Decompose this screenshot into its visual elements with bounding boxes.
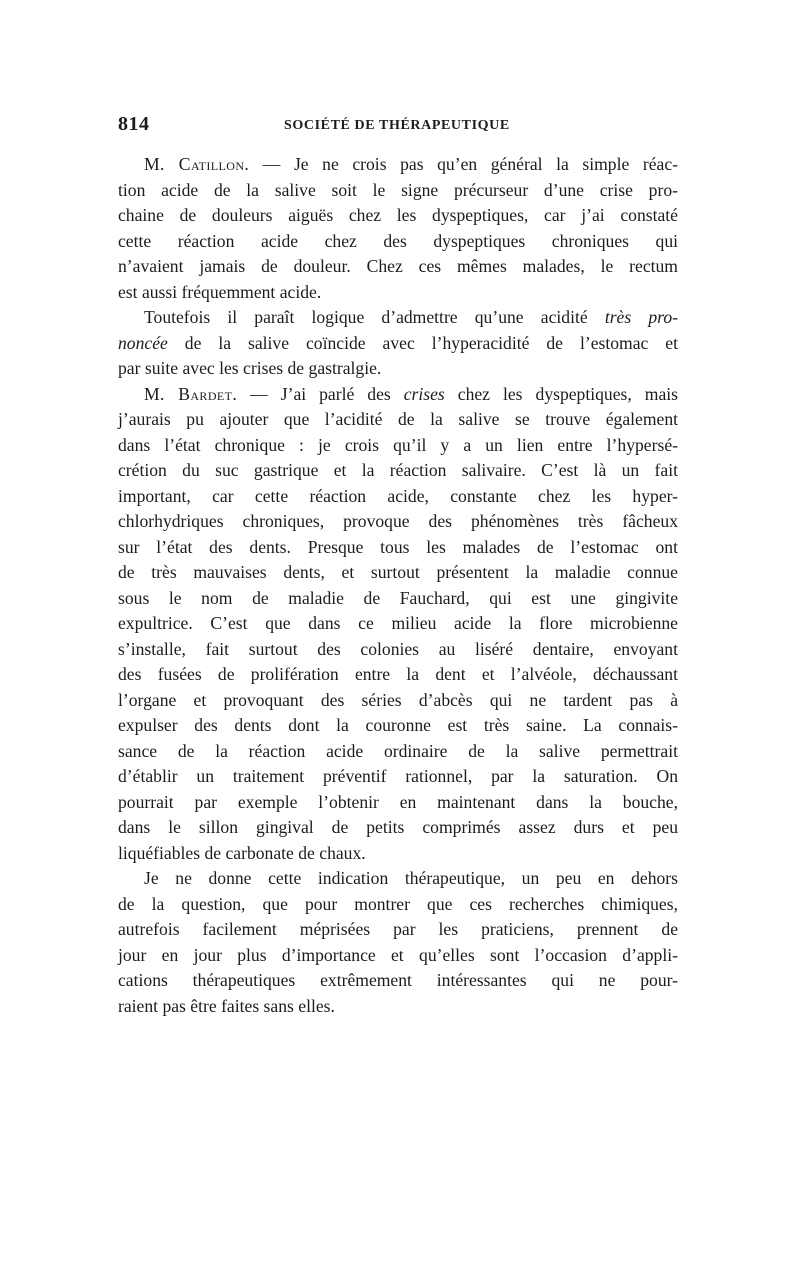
text-line: Je ne donne cette indication thérapeutique, un peu en dehors <box>144 868 678 888</box>
paragraph-catillon <box>118 152 678 305</box>
speaker-name: M. Catillon. <box>144 154 250 174</box>
line-text: Toutefois il paraît logique d’admettre qu’une acidité <box>144 307 605 327</box>
text-line: crétion du suc gastrique et la réaction salivaire. C’est là un fait <box>118 460 678 480</box>
text-line: j’aurais pu ajouter que l’acidité de la salive se trouve également <box>118 409 678 429</box>
text-line: jour en jour plus d’importance et qu’elles sont l’occasion d’appli- <box>118 944 678 965</box>
text-line: des fusées de prolifération entre la dent et l’alvéole, déchaussant <box>118 664 678 684</box>
running-title: SOCIÉTÉ DE THÉRAPEUTIQUE <box>284 118 510 133</box>
text-line: dans l’état chronique : je crois qu’il y a un lien entre l’hypersé- <box>118 434 678 455</box>
line-text: — Je ne crois pas qu’en général la simple réac- <box>249 154 678 174</box>
text-line: cette réaction acide chez des dyspeptiques chroniques qui <box>118 230 678 251</box>
text-line: autrefois facilement méprisées par les praticiens, prennent de <box>118 919 678 939</box>
body-text <box>118 152 678 1019</box>
text-line: par suite avec les crises de gastralgie. <box>118 358 382 378</box>
page-number: 814 <box>118 113 150 135</box>
text-line: tion acide de la salive soit le signe précurseur d’une crise pro- <box>118 179 678 200</box>
line-text: de la salive coïncide avec l’hyperacidité de l’estomac et <box>167 332 678 353</box>
text-line: pourrait par exemple l’obtenir en maintenant dans la bouche, <box>118 791 678 812</box>
text-line: n’avaient jamais de douleur. Chez ces mêmes malades, le rectum <box>118 256 678 276</box>
paragraph-bardet <box>118 382 678 867</box>
text-line <box>118 305 678 331</box>
text-line: de la question, que pour montrer que ces recherches chimiques, <box>118 893 678 914</box>
paragraph-toutefois <box>118 305 678 382</box>
text-line: important, car cette réaction acide, constante chez les hyper- <box>118 485 678 506</box>
text-line: chaine de douleurs aiguës chez les dyspeptiques, car j’ai constaté <box>118 205 678 225</box>
text-line <box>118 152 678 178</box>
text-line: d’établir un traitement préventif rationnel, par la saturation. On <box>118 766 678 786</box>
text-line: sous le nom de maladie de Fauchard, qui est une gingivite <box>118 587 678 608</box>
text-line: est aussi fréquemment acide. <box>118 281 322 302</box>
text-line: dans le sillon gingival de petits comprimés assez durs et peu <box>118 817 678 837</box>
speaker-name: M. Bardet. <box>144 383 238 404</box>
text-line: liquéfiables de carbonate de chaux. <box>118 842 366 863</box>
paragraph-je-ne-donne <box>118 866 678 1019</box>
italic-text: crises <box>403 383 445 404</box>
text-line: sance de la réaction acide ordinaire de la salive permettrait <box>118 740 678 761</box>
text-line: expultrice. C’est que dans ce milieu acide la flore microbienne <box>118 613 678 633</box>
page-header <box>118 113 678 141</box>
line-text: chez les dyspeptiques, mais <box>444 383 679 404</box>
text-line: expulser des dents dont la couronne est très saine. La connais- <box>118 715 678 735</box>
text-line: de très mauvaises dents, et surtout présentent la maladie connue <box>118 562 678 582</box>
text-line <box>118 382 678 408</box>
text-line: l’organe et provoquant des séries d’abcès qui ne tardent pas à <box>118 689 678 710</box>
text-line: chlorhydriques chroniques, provoque des phénomènes très fâcheux <box>118 511 678 531</box>
text-line: raient pas être faites sans elles. <box>118 995 335 1016</box>
text-line: sur l’état des dents. Presque tous les malades de l’estomac ont <box>118 536 678 557</box>
italic-text: très pro- <box>604 307 679 327</box>
line-text: — J’ai parlé des <box>237 383 404 404</box>
text-line: s’installe, fait surtout des colonies au liséré dentaire, envoyant <box>118 638 678 659</box>
text-line <box>118 331 678 357</box>
italic-text: noncée <box>118 332 168 353</box>
text-line: cations thérapeutiques extrêmement intéressantes qui ne pour- <box>118 970 678 990</box>
